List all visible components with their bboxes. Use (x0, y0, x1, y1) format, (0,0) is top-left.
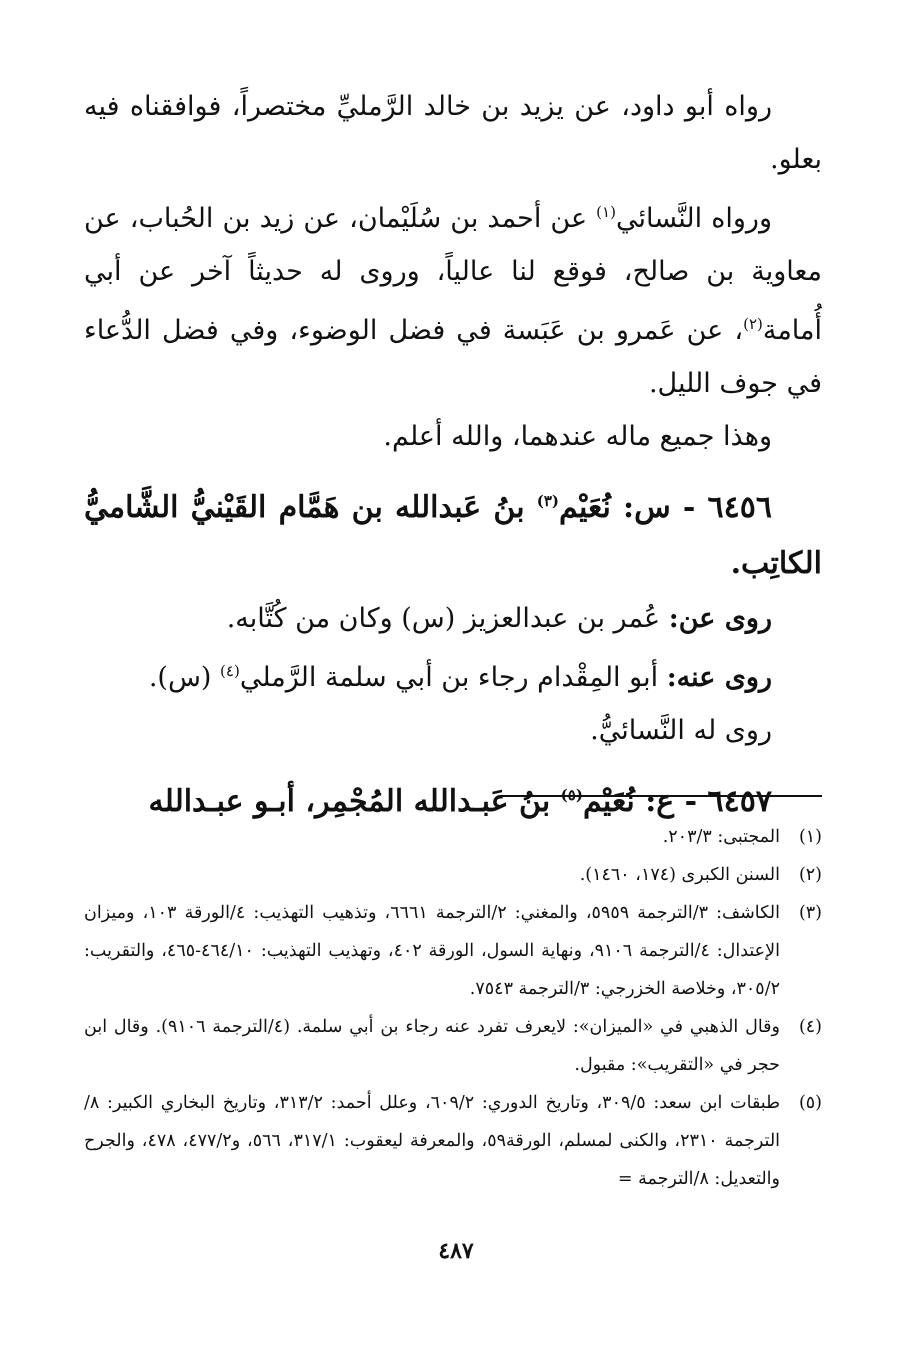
footnote-text: الكاشف: ٣/الترجمة ٥٩٥٩، والمغني: ٢/الترجمة ٦٦٦١، وتذهيب التهذيب: ٤/الورقة ١٠٣، وميزان الإعتدال: ٤/الترجمة ٩١٠٦، ونهاية السول، الورقة ٤٠٢، وتهذيب التهذيب: ٤٦٤/١٠-٤٦٥، والتقريب: ٣٠٥/٢، وخلاصة الخزرجي: ٣/الترجمة ٧٥٤٣. (84, 903, 780, 999)
footnote-ref-4[interactable]: (٤) (220, 662, 240, 680)
footnote-number: (٤) (798, 1017, 822, 1037)
footnote-ref-5[interactable]: (٥) (560, 786, 583, 804)
entry-6456-rawa-lahu: روى له النَّسائيُّ. (590, 715, 772, 746)
footnote-ref-1[interactable]: (١) (596, 203, 616, 221)
footnote (84, 894, 822, 1008)
footnote (84, 1084, 822, 1198)
footnote-number: (١) (798, 827, 822, 847)
footnote (84, 1008, 822, 1084)
footnote-text: وقال الذهبي في «الميزان»: لايعرف تفرد عنه رجاء بن أبي سلمة. (٤/الترجمة ٩١٠٦). وقال ابن حجر في «التقريب»: مقبول. (84, 1017, 780, 1075)
entry-6456-rawa-anhu: روى عنه: أبو المِقْدام رجاء بن أبي سلمة الرَّملي$^{(٤)}$ (س). (148, 662, 772, 693)
footnote-ref-3[interactable]: (٣) (536, 492, 560, 510)
footnotes (84, 818, 822, 1198)
footnote (84, 856, 822, 894)
entry-6456-heading: ٦٤٥٦ - س: نُعَيْم$^{(٣)}$ بنُ عَبدالله بن هَمَّام القَيْنيُّ الشَّاميُّ الكاتِب. (84, 490, 822, 581)
footnote-number: (٣) (798, 903, 822, 923)
paragraph-2: ورواه النَّسائي$^{(١)}$ عن أحمد بن سُلَيْمان، عن زيد بن الحُباب، عن معاوية بن صالح، فوقع لنا عالياً، وروى له حديثاً آخر عن أبي أُمامة$^{(٢)}$، عن عَمرو بن عَبَسة في فضل الوضوء، وفي فضل الدُّعاء في جوف الليل. (84, 203, 822, 399)
footnote (84, 818, 822, 856)
footnote-ref-2[interactable]: (٢) (743, 315, 763, 333)
page-number: ٤٨٧ (438, 1238, 474, 1264)
paragraph-3: وهذا جميع ماله عندهما، والله أعلم. (383, 421, 772, 452)
paragraph-1: رواه أبو داود، عن يزيد بن خالد الرَّمليِّ مختصراً، فوافقناه فيه بعلو. (84, 91, 822, 175)
footnote-text: السنن الكبرى (١٧٤، ١٤٦٠). (579, 865, 780, 885)
footnote-divider (500, 795, 822, 797)
footnote-number: (٢) (798, 865, 822, 885)
entry-6456-rawa-an: روى عن: عُمر بن عبدالعزيز (س) وكان من كُتَّابه. (226, 603, 772, 634)
footnote-text: طبقات ابن سعد: ٣٠٩/٥، وتاريخ الدوري: ٦٠٩/٢، وعلل أحمد: ٣١٣/٢، وتاريخ البخاري الكبير: ٨/الترجمة ٢٣١٠، والكنى لمسلم، الورقة٥٩، والمعرفة ليعقوب: ٣١٧/١، ٥٦٦، و٤٧٧/٢، ٤٧٨، والجرح والتعديل: ٨/الترجمة = (84, 1093, 781, 1189)
footnote-text: المجتبى: ٢٠٣/٣. (662, 827, 780, 847)
entry-6457-heading: ٦٤٥٧ - ع: نُعَيْم$^{(٥)}$ بنُ عَبـدالله المُجْمِر، أبـو عبـدالله (148, 784, 772, 819)
footnote-number: (٥) (798, 1093, 822, 1113)
main-text (84, 80, 822, 830)
